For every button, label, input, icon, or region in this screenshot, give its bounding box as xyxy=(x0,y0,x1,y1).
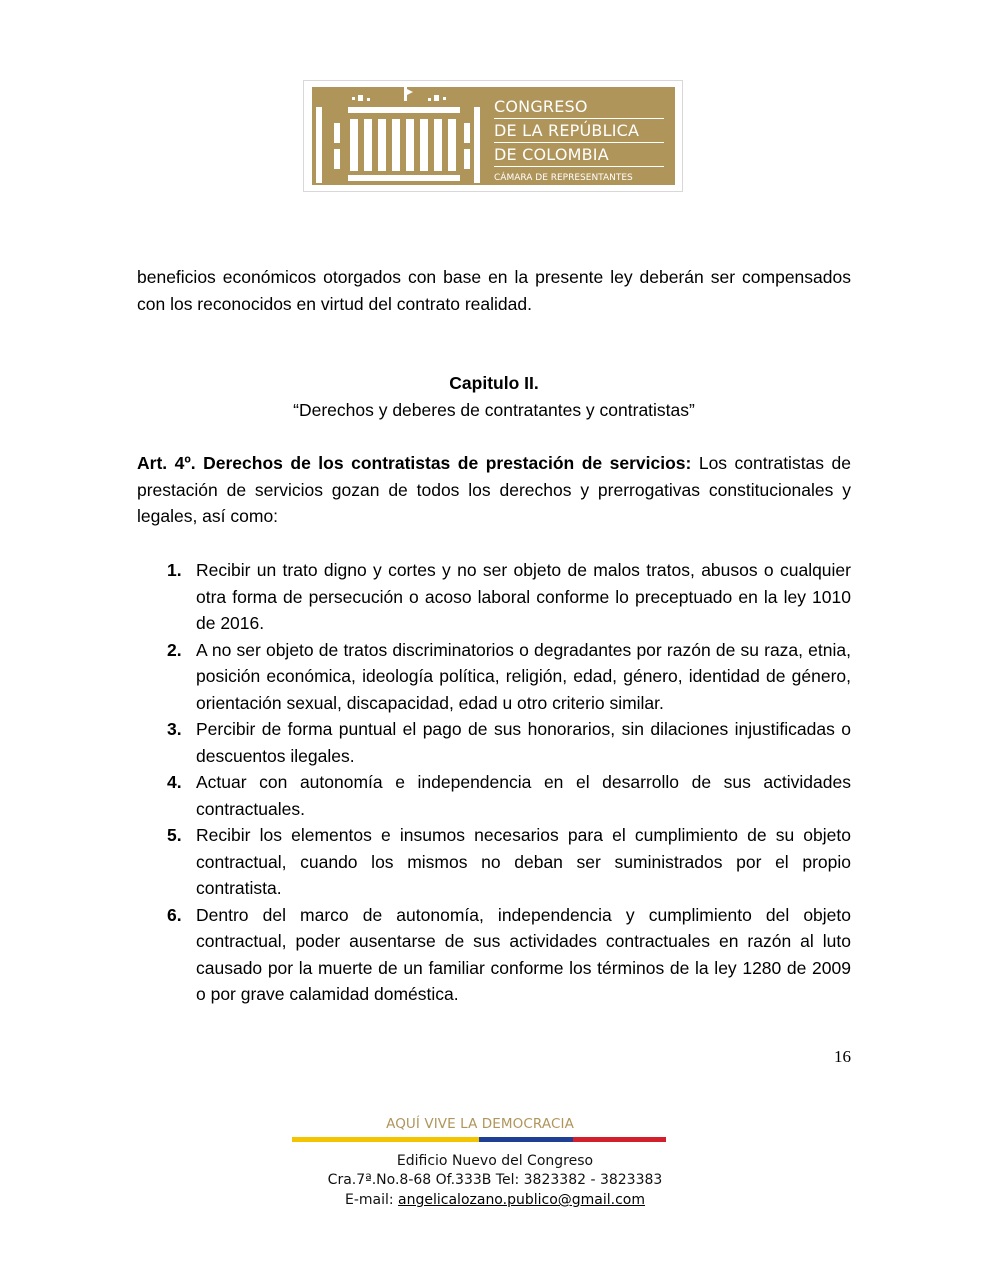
list-item xyxy=(137,716,851,769)
footer-building: Edificio Nuevo del Congreso xyxy=(396,1153,594,1169)
logo-line-3: DE COLOMBIA xyxy=(494,143,664,167)
list-item-number: 6. xyxy=(167,904,182,925)
article-4-intro xyxy=(137,450,851,530)
chapter-title: Capitulo II. xyxy=(449,373,539,393)
article-4-label: Art. 4º. Derechos de los contratistas de prestación de servicios: xyxy=(137,453,692,473)
footer-address: Cra.7ª.No.8-68 Of.333B Tel: 3823382 - 3823383 xyxy=(327,1172,663,1188)
list-item xyxy=(137,557,851,637)
congress-logo xyxy=(303,80,683,192)
list-item-number: 5. xyxy=(167,825,182,845)
logo-line-1: CONGRESO xyxy=(494,95,664,119)
footer-email-line xyxy=(245,1190,745,1210)
list-item xyxy=(137,637,851,717)
list-item-text: Dentro del marco de autonomía, independencia y cumplimiento del objeto contractual, poder ausentarse de sus actividades contractuales en razón al luto causado por la muerte de un familiar conforme los términos de la ley 1280 de 2009 o por grave calamidad doméstica. xyxy=(196,904,851,1004)
flag-blue-stripe xyxy=(479,1137,573,1142)
paragraph-continuation: beneficios económicos otorgados con base en la presente ley deberán ser compensados con los reconocidos en virtud del contrato realidad. xyxy=(137,267,851,314)
list-item xyxy=(137,769,851,822)
list-item-text: Percibir de forma puntual el pago de sus honorarios, sin dilaciones injustificadas o descuentos ilegales. xyxy=(196,719,851,766)
logo-line-4: CÁMARA DE REPRESENTANTES xyxy=(494,173,633,183)
footer-slogan: AQUÍ VIVE LA DEMOCRACIA xyxy=(386,1116,574,1132)
capitol-building-icon xyxy=(312,87,482,185)
list-item-number: 2. xyxy=(167,639,182,660)
flag-yellow-stripe xyxy=(292,1137,479,1142)
article-4-text: Los contratistas de prestación de servicios gozan de todos los derechos y prerrogativas constitucionales y legales, así como: xyxy=(137,453,852,526)
rights-list xyxy=(137,557,851,1008)
list-item xyxy=(137,902,851,1008)
list-item-number: 4. xyxy=(167,772,182,792)
flag-color-bar xyxy=(292,1137,666,1142)
page-number: 16 xyxy=(834,1047,851,1066)
logo-line-2: DE LA REPÚBLICA xyxy=(494,119,664,143)
chapter-subtitle: “Derechos y deberes de contratantes y contratistas” xyxy=(293,400,695,420)
list-item-text: Recibir los elementos e insumos necesarios para el cumplimiento de su objeto contractual, cuando los mismos no deban ser suministrados por el propio contratista. xyxy=(196,825,851,898)
list-item-number: 3. xyxy=(167,719,182,739)
list-item-text: Recibir un trato digno y cortes y no ser objeto de malos tratos, abusos o cualquier otra forma de persecución o acoso laboral conforme lo preceptuado en la ley 1010 de 2016. xyxy=(196,560,851,633)
list-item xyxy=(137,822,851,902)
list-item-number: 1. xyxy=(167,560,182,580)
footer-email-label: E-mail: xyxy=(344,1192,399,1208)
footer-email-link[interactable]: angelicalozano.publico@gmail.com xyxy=(398,1192,646,1208)
logo-background xyxy=(312,87,675,185)
list-item-text: A no ser objeto de tratos discriminatorios o degradantes por razón de su raza, etnia, posición económica, ideología política, religión, edad, género, identidad de género, orientación sexual, discapacidad, edad u otro criterio similar. xyxy=(196,639,851,713)
list-item-text: Actuar con autonomía e independencia en el desarrollo de sus actividades contractuales. xyxy=(196,772,851,819)
flag-red-stripe xyxy=(573,1137,667,1142)
logo-text xyxy=(494,95,664,188)
